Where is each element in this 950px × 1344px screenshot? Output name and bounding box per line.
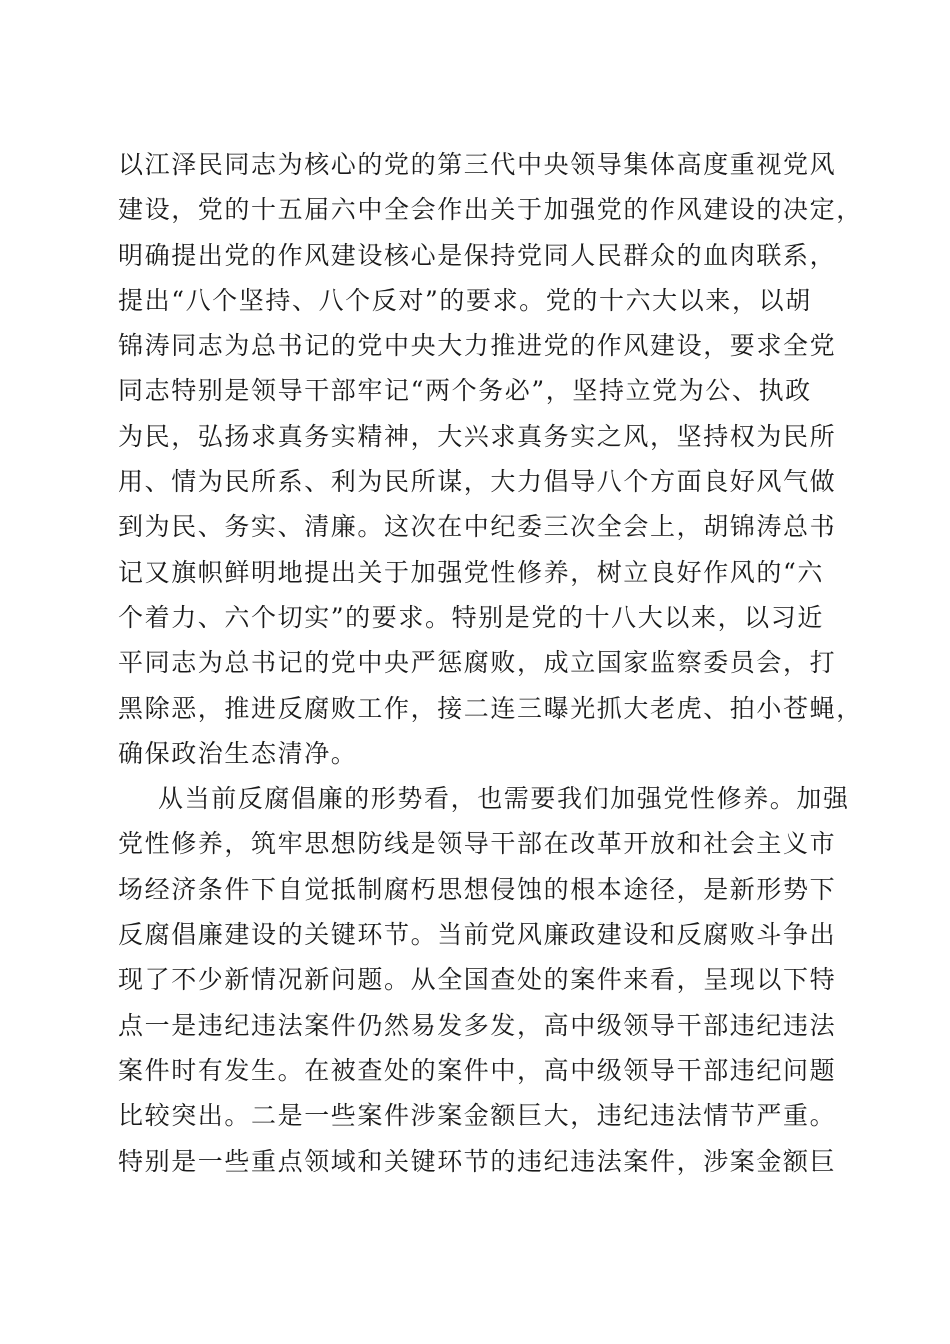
text-line: 案件时有发生。在被查处的案件中，高中级领导干部违纪问题 (118, 1055, 837, 1085)
text-line: 同志特别是领导干部牢记“两个务必”，坚持立党为公、执政 (118, 376, 812, 406)
text-line: 黑除恶，推进反腐败工作，接二连三曝光抓大老虎、拍小苍蝇， (118, 693, 863, 723)
text-line: 平同志为总书记的党中央严惩腐败，成立国家监察委员会，打 (118, 648, 837, 678)
text-line: 党性修养，筑牢思想防线是领导干部在改革开放和社会主义市 (118, 829, 837, 859)
text-line: 以江泽民同志为核心的党的第三代中央领导集体高度重视党风 (118, 150, 837, 179)
text-line: 用、情为民所系、利为民所谋，大力倡导八个方面良好风气做 (118, 467, 837, 497)
paragraph-2 (118, 776, 850, 1184)
text-line: 建设，党的十五届六中全会作出关于加强党的作风建设的决定， (118, 195, 863, 225)
text-line: 记又旗帜鲜明地提出关于加强党性修养，树立良好作风的“六 (118, 557, 824, 587)
text-line: 确保政治生态清净。 (118, 738, 358, 768)
text-line: 提出“八个坚持、八个反对”的要求。党的十六大以来，以胡 (118, 285, 812, 315)
text-line: 从当前反腐倡廉的形势看，也需要我们加强党性修养。加强 (158, 784, 850, 814)
text-line: 比较突出。二是一些案件涉案金额巨大，违纪违法情节严重。 (118, 1101, 837, 1131)
text-line: 到为民、务实、清廉。这次在中纪委三次全会上，胡锦涛总书 (118, 512, 837, 542)
text-line: 现了不少新情况新问题。从全国查处的案件来看，呈现以下特 (118, 965, 837, 995)
paragraph-1 (118, 142, 863, 776)
text-line: 个着力、六个切实”的要求。特别是党的十八大以来，以习近 (118, 602, 824, 632)
text-line: 为民，弘扬求真务实精神，大兴求真务实之风，坚持权为民所 (118, 421, 837, 451)
text-line: 点一是违纪违法案件仍然易发多发，高中级领导干部违纪违法 (118, 1010, 837, 1040)
text-line: 场经济条件下自觉抵制腐朽思想侵蚀的根本途径，是新形势下 (118, 874, 837, 904)
body-text (118, 142, 863, 1184)
text-line: 锦涛同志为总书记的党中央大力推进党的作风建设，要求全党 (118, 331, 837, 361)
text-line: 明确提出党的作风建设核心是保持党同人民群众的血肉联系， (118, 240, 837, 270)
text-line: 特别是一些重点领域和关键环节的违纪违法案件，涉案金额巨 (118, 1146, 837, 1176)
text-line: 反腐倡廉建设的关键环节。当前党风廉政建设和反腐败斗争出 (118, 920, 837, 950)
